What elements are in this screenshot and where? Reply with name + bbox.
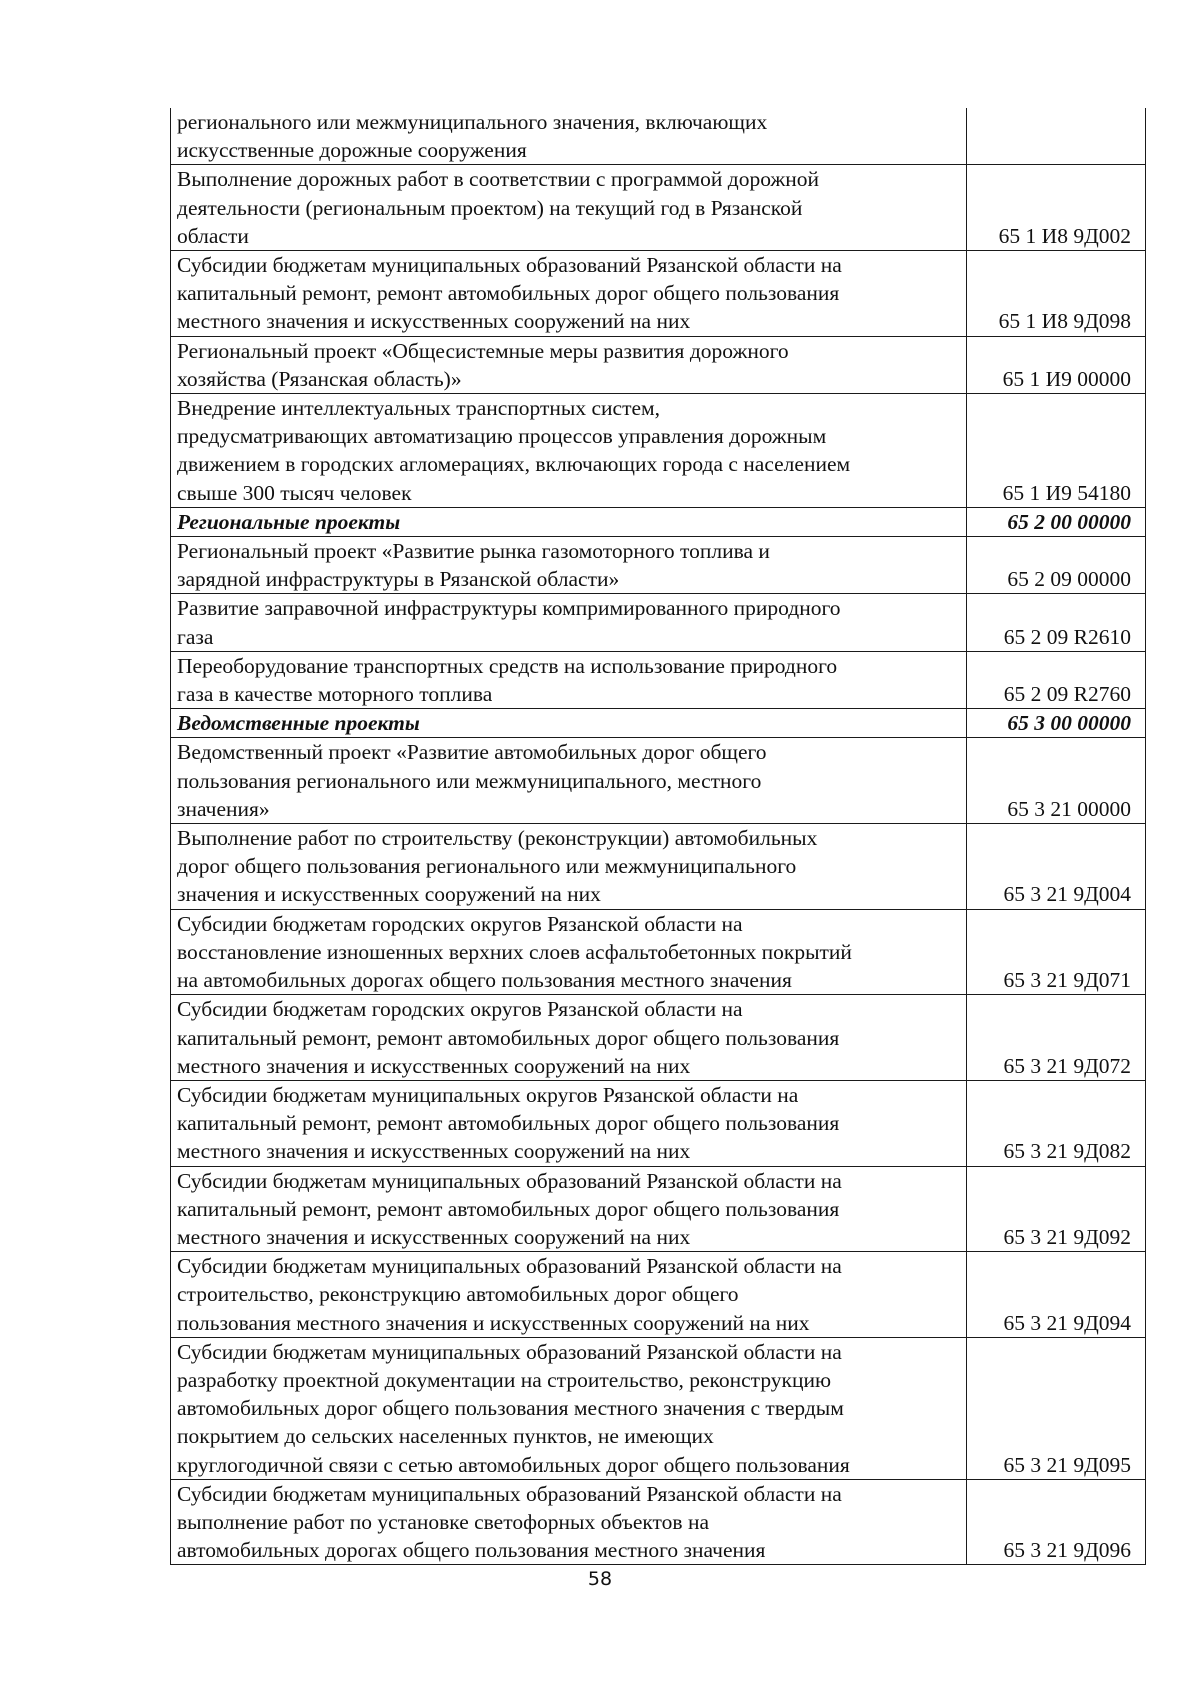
table-row — [171, 594, 1146, 651]
row-name-line: капитальный ремонт, ремонт автомобильных дорог общего пользования — [177, 1196, 840, 1221]
row-name-line: газа — [177, 624, 214, 649]
row-name-line: на автомобильных дорогах общего пользования местного значения — [177, 968, 792, 993]
row-name-cell — [171, 651, 967, 708]
row-name-cell — [171, 1337, 967, 1479]
row-name-line: предусматривающих автоматизацию процессов управления дорожным — [177, 424, 827, 449]
row-name-cell — [171, 1479, 967, 1565]
table-row — [171, 165, 1146, 251]
table-body — [171, 108, 1146, 1565]
row-code-cell: 65 3 21 9Д096 — [967, 1479, 1146, 1565]
section-title — [171, 709, 967, 738]
row-name-line: разработку проектной документации на строительство, реконструкцию — [177, 1367, 832, 1392]
row-name-cell — [171, 1252, 967, 1338]
table-row — [171, 251, 1146, 337]
row-name-line: автомобильных дорогах общего пользования местного значения — [177, 1538, 766, 1563]
row-name-line: Ведомственный проект «Развитие автомобильных дорог общего — [177, 740, 767, 765]
row-name-cell — [171, 108, 967, 165]
row-code-cell: 65 2 09 R2760 — [967, 651, 1146, 708]
row-name-line: капитальный ремонт, ремонт автомобильных дорог общего пользования — [177, 281, 840, 306]
row-name-line: области — [177, 223, 249, 248]
row-name-cell — [171, 594, 967, 651]
section-code: 65 3 00 00000 — [967, 709, 1146, 738]
row-name-cell — [171, 336, 967, 393]
row-name-cell — [171, 995, 967, 1081]
row-name-cell — [171, 824, 967, 910]
row-code-cell: 65 1 И8 9Д002 — [967, 165, 1146, 251]
table-row — [171, 1479, 1146, 1565]
row-name-line: газа в качестве моторного топлива — [177, 682, 493, 707]
table-row — [171, 1080, 1146, 1166]
row-code-cell: 65 3 21 9Д004 — [967, 824, 1146, 910]
row-name-line: движением в городских агломерациях, включающих города с населением — [177, 452, 851, 477]
table-row — [171, 537, 1146, 594]
row-name-cell — [171, 537, 967, 594]
row-code-cell: 65 2 09 00000 — [967, 537, 1146, 594]
row-name-line: Региональный проект «Общесистемные меры развития дорожного — [177, 338, 789, 363]
row-name-line: пользования местного значения и искусственных сооружений на них — [177, 1310, 810, 1335]
row-name-line: Региональные проекты — [177, 509, 401, 534]
row-code-cell: 65 3 21 9Д095 — [967, 1337, 1146, 1479]
row-code-cell: 65 1 И9 54180 — [967, 394, 1146, 508]
row-name-line: Субсидии бюджетам городских округов Рязанской области на — [177, 911, 743, 936]
row-name-line: автомобильных дорог общего пользования местного значения с твердым — [177, 1396, 844, 1421]
row-name-line: регионального или межмуниципального значения, включающих — [177, 110, 768, 134]
row-code-cell: 65 3 21 9Д082 — [967, 1080, 1146, 1166]
row-name-line: местного значения и искусственных сооружений на них — [177, 1224, 691, 1249]
row-code-cell: 65 3 21 9Д094 — [967, 1252, 1146, 1338]
row-name-line: дорог общего пользования регионального или межмуниципального — [177, 854, 797, 879]
table-row — [171, 394, 1146, 508]
table-row — [171, 1337, 1146, 1479]
row-name-line: Внедрение интеллектуальных транспортных систем, — [177, 396, 661, 421]
row-name-cell — [171, 1166, 967, 1252]
row-name-line: пользования регионального или межмуниципального, местного — [177, 768, 762, 793]
row-name-line: Субсидии бюджетам муниципальных образований Рязанской области на — [177, 253, 842, 278]
row-name-line: Субсидии бюджетам муниципальных образований Рязанской области на — [177, 1481, 842, 1506]
row-name-line: искусственные дорожные сооружения — [177, 138, 527, 163]
row-code-cell: 65 3 21 9Д092 — [967, 1166, 1146, 1252]
row-name-line: капитальный ремонт, ремонт автомобильных дорог общего пользования — [177, 1111, 840, 1136]
table-row — [171, 108, 1146, 165]
section-header-row — [171, 709, 1146, 738]
row-name-line: покрытием до сельских населенных пунктов, не имеющих — [177, 1424, 714, 1449]
table-row — [171, 1252, 1146, 1338]
row-code-cell — [967, 108, 1146, 165]
row-name-line: местного значения и искусственных сооружений на них — [177, 1139, 691, 1164]
row-name-cell — [171, 251, 967, 337]
row-name-line: Субсидии бюджетам городских округов Рязанской области на — [177, 997, 743, 1022]
table-row — [171, 909, 1146, 995]
row-name-cell — [171, 909, 967, 995]
row-name-line: Субсидии бюджетам муниципальных округов Рязанской области на — [177, 1082, 799, 1107]
section-code: 65 2 00 00000 — [967, 507, 1146, 536]
row-code-cell: 65 1 И9 00000 — [967, 336, 1146, 393]
table-row — [171, 651, 1146, 708]
row-name-line: восстановление изношенных верхних слоев асфальтобетонных покрытий — [177, 939, 852, 964]
row-name-line: выполнение работ по установке светофорных объектов на — [177, 1509, 709, 1534]
table-row — [171, 336, 1146, 393]
table-row — [171, 738, 1146, 824]
row-name-cell — [171, 738, 967, 824]
row-name-line: капитальный ремонт, ремонт автомобильных дорог общего пользования — [177, 1025, 840, 1050]
row-name-cell — [171, 394, 967, 508]
row-code-cell: 65 2 09 R2610 — [967, 594, 1146, 651]
row-name-line: Выполнение дорожных работ в соответствии с программой дорожной — [177, 167, 820, 192]
row-name-line: Региональный проект «Развитие рынка газомоторного топлива и — [177, 539, 770, 564]
row-name-line: круглогодичной связи с сетью автомобильных дорог общего пользования — [177, 1452, 850, 1477]
section-header-row — [171, 507, 1146, 536]
section-title — [171, 507, 967, 536]
table-row — [171, 1166, 1146, 1252]
row-name-line: Выполнение работ по строительству (реконструкции) автомобильных — [177, 826, 818, 851]
row-name-line: значения» — [177, 796, 270, 821]
row-name-line: свыше 300 тысяч человек — [177, 480, 412, 505]
row-name-line: значения и искусственных сооружений на них — [177, 882, 601, 907]
row-code-cell: 65 3 21 00000 — [967, 738, 1146, 824]
row-code-cell: 65 1 И8 9Д098 — [967, 251, 1146, 337]
row-name-line: Субсидии бюджетам муниципальных образований Рязанской области на — [177, 1168, 842, 1193]
row-name-line: местного значения и искусственных сооружений на них — [177, 1053, 691, 1078]
table-row — [171, 824, 1146, 910]
row-name-cell — [171, 165, 967, 251]
row-name-line: Субсидии бюджетам муниципальных образований Рязанской области на — [177, 1254, 842, 1279]
row-name-line: зарядной инфраструктуры в Рязанской области» — [177, 567, 620, 592]
row-name-line: Субсидии бюджетам муниципальных образований Рязанской области на — [177, 1339, 842, 1364]
row-code-cell: 65 3 21 9Д071 — [967, 909, 1146, 995]
row-name-line: Ведомственные проекты — [177, 711, 420, 736]
row-name-line: местного значения и искусственных сооружений на них — [177, 309, 691, 334]
row-name-line: строительство, реконструкцию автомобильных дорог общего — [177, 1282, 739, 1307]
row-code-cell: 65 3 21 9Д072 — [967, 995, 1146, 1081]
budget-classification-table — [170, 108, 1146, 1565]
document-page — [170, 108, 1146, 1565]
table-row — [171, 995, 1146, 1081]
page-number: 58 — [587, 1568, 613, 1590]
row-name-line: хозяйства (Рязанская область)» — [177, 366, 462, 391]
row-name-cell — [171, 1080, 967, 1166]
row-name-line: деятельности (региональным проектом) на текущий год в Рязанской — [177, 195, 803, 220]
row-name-line: Переоборудование транспортных средств на использование природного — [177, 653, 838, 678]
row-name-line: Развитие заправочной инфраструктуры компримированного природного — [177, 596, 841, 621]
